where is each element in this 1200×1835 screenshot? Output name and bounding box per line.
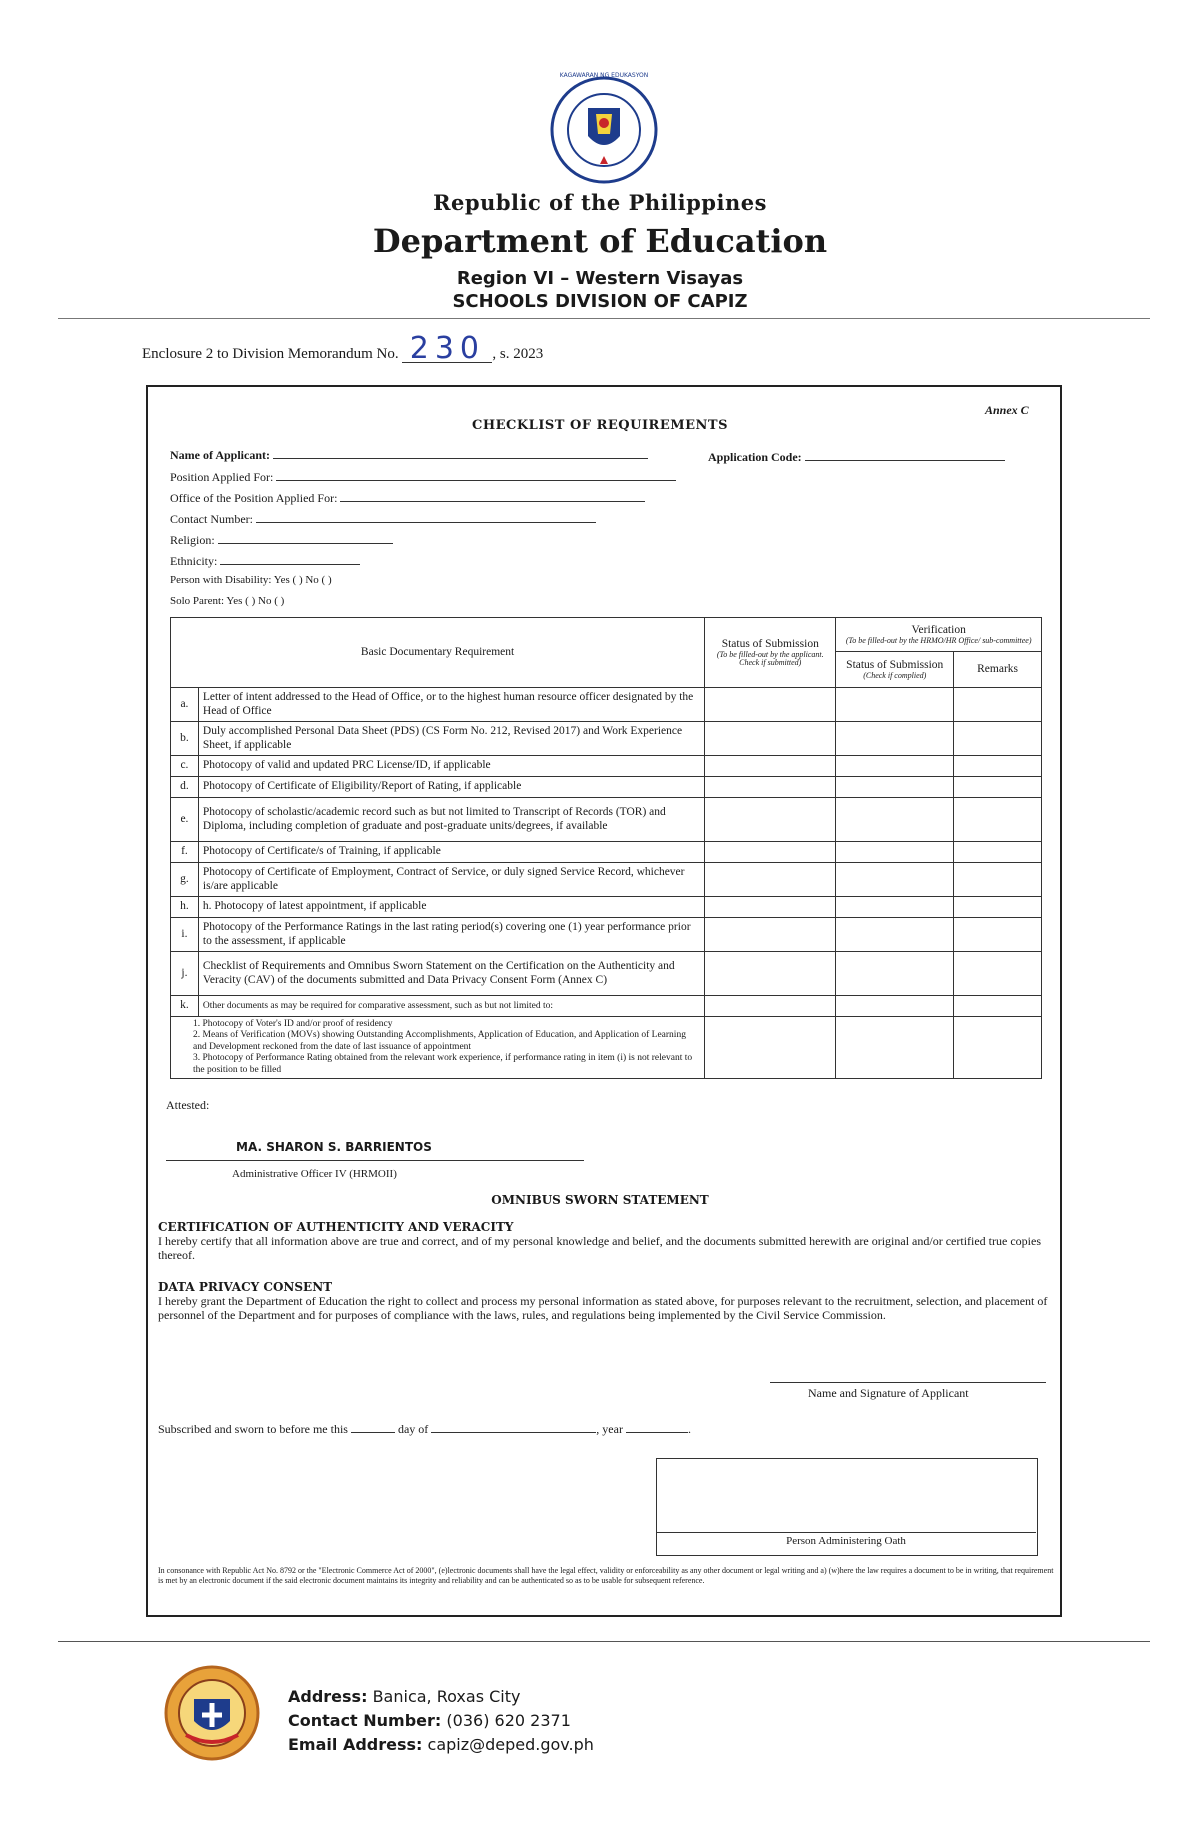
other-item-text: Photocopy of Performance Rating obtained from the relevant work experience, if performance rating in item (i) is not relevant to the position to be filled [193, 1053, 693, 1075]
region-title: Region VI – Western Visayas [456, 268, 744, 289]
sworn-day-line[interactable] [351, 1422, 395, 1433]
contact-label: Contact Number: [170, 512, 253, 526]
ethnicity-label: Ethnicity: [170, 554, 218, 568]
other-item-number: 3. [193, 1053, 201, 1064]
col-verif-status [836, 652, 954, 688]
deped-seal-logo [550, 76, 658, 184]
applicant-sign-label: Name and Signature of Applicant [808, 1386, 969, 1400]
row-text: Photocopy of Certificate of Eligibility/Report of Rating, if applicable [198, 777, 704, 798]
pwd-field[interactable]: Person with Disability: Yes ( ) No ( ) [170, 574, 332, 586]
table-row [171, 688, 1042, 722]
verif-cell[interactable] [836, 1017, 954, 1079]
sdo-capiz-logo [164, 1665, 260, 1761]
other-item-text: Means of Verification (MOVs) showing Outstanding Accomplishments, Application of Education, and Application of Learning and Development reckoned from the date of last issuance of appointment [193, 1030, 686, 1052]
table-row-others [171, 1017, 1042, 1079]
row-letter: j. [171, 952, 199, 996]
remarks-cell[interactable] [954, 952, 1042, 996]
verif-cell[interactable] [836, 798, 954, 842]
table-row [171, 952, 1042, 996]
footer-email [288, 1735, 594, 1754]
row-text: Duly accomplished Personal Data Sheet (PDS) (CS Form No. 212, Revised 2017) and Work Experience Sheet, if applicable [198, 722, 704, 756]
contact-field[interactable] [170, 511, 596, 527]
row-letter: b. [171, 722, 199, 756]
office-line [340, 490, 645, 502]
table-row [171, 863, 1042, 897]
row-text: Letter of intent addressed to the Head of Office, or to the highest human resource officer designated by the Head of Office [198, 688, 704, 722]
remarks-cell[interactable] [954, 842, 1042, 863]
remarks-cell[interactable] [954, 756, 1042, 777]
privacy-title: DATA PRIVACY CONSENT [158, 1280, 333, 1294]
contact-number-label: Contact Number: [288, 1711, 442, 1730]
status-cell[interactable] [705, 688, 836, 722]
other-item-number: 1. [193, 1019, 201, 1029]
sworn-year-line[interactable] [626, 1422, 688, 1433]
status-cell[interactable] [705, 756, 836, 777]
status-cell[interactable] [705, 777, 836, 798]
row-letter: h. [171, 897, 199, 918]
officer-sign-line [166, 1160, 584, 1161]
remarks-cell[interactable] [954, 777, 1042, 798]
status-cell[interactable] [705, 863, 836, 897]
privacy-section [158, 1280, 1054, 1323]
status-cell[interactable] [705, 897, 836, 918]
verif-cell[interactable] [836, 897, 954, 918]
name-field[interactable] [170, 447, 648, 463]
remarks-cell[interactable] [954, 918, 1042, 952]
verif-cell[interactable] [836, 688, 954, 722]
row-text: Photocopy of the Performance Ratings in the last rating period(s) covering one (1) year performance prior to the assessment, if applicable [198, 918, 704, 952]
remarks-cell[interactable] [954, 798, 1042, 842]
status-cell[interactable] [705, 842, 836, 863]
status-cell[interactable] [705, 798, 836, 842]
verif-cell[interactable] [836, 952, 954, 996]
contact-number-value: (036) 620 2371 [446, 1711, 571, 1730]
remarks-cell[interactable] [954, 863, 1042, 897]
col-verification-label: Verification [911, 623, 966, 636]
row-letter: e. [171, 798, 199, 842]
col-verif-status-note: (Check if complied) [863, 670, 927, 680]
address-value: Banica, Roxas City [372, 1687, 521, 1706]
footer-divider [58, 1641, 1150, 1642]
verif-cell[interactable] [836, 756, 954, 777]
sworn-line: Subscribed and sworn to before me this day of , year . [158, 1422, 691, 1436]
verif-cell[interactable] [836, 842, 954, 863]
position-field[interactable] [170, 469, 676, 485]
verif-cell[interactable] [836, 918, 954, 952]
division-title: SCHOOLS DIVISION OF CAPIZ [452, 291, 748, 312]
position-label: Position Applied For: [170, 470, 274, 484]
sworn-text-b: day of [397, 1422, 429, 1436]
header-divider [58, 318, 1150, 319]
religion-field[interactable] [170, 532, 393, 548]
table-row [171, 756, 1042, 777]
status-cell[interactable] [705, 722, 836, 756]
officer-name: MA. SHARON S. BARRIENTOS [236, 1140, 432, 1154]
omnibus-title: OMNIBUS SWORN STATEMENT [491, 1193, 709, 1207]
app-code-field[interactable] [708, 449, 1005, 465]
footer-contact [288, 1711, 571, 1730]
oath-line [656, 1532, 1036, 1533]
row-text: Photocopy of valid and updated PRC License/ID, if applicable [198, 756, 704, 777]
other-documents-list [171, 1017, 705, 1079]
table-row [171, 918, 1042, 952]
row-letter: g. [171, 863, 199, 897]
address-label: Address: [288, 1687, 368, 1706]
verif-cell[interactable] [836, 996, 954, 1017]
certification-title: CERTIFICATION OF AUTHENTICITY AND VERACITY [158, 1220, 514, 1234]
certification-section [158, 1220, 1054, 1263]
applicant-sign-line[interactable] [770, 1382, 1046, 1383]
table-row [171, 842, 1042, 863]
email-label: Email Address: [288, 1735, 423, 1754]
sworn-text-a: Subscribed and sworn to before me this [158, 1422, 348, 1436]
row-letter: i. [171, 918, 199, 952]
religion-label: Religion: [170, 533, 215, 547]
row-text: Checklist of Requirements and Omnibus Sworn Statement on the Certification on the Authenticity and Veracity (CAV) of the documents submitted and Data Privacy Consent Form (Annex C) [198, 952, 704, 996]
seal-text: KAGAWARAN NG EDUKASYON [559, 72, 649, 79]
department-title: Department of Education [372, 222, 828, 260]
remarks-cell[interactable] [954, 897, 1042, 918]
col-remarks: Remarks [954, 652, 1042, 688]
checklist-title: CHECKLIST OF REQUIREMENTS [472, 418, 728, 433]
row-text: Photocopy of Certificate of Employment, Contract of Service, or duly signed Service Record, whichever is/are applicable [198, 863, 704, 897]
office-label: Office of the Position Applied For: [170, 491, 338, 505]
table-row [171, 996, 1042, 1017]
oath-label: Person Administering Oath [786, 1535, 906, 1547]
requirements-table [170, 617, 1042, 1079]
row-text: Photocopy of Certificate/s of Training, if applicable [198, 842, 704, 863]
attested-label: Attested: [166, 1098, 210, 1112]
enclosure-line [142, 331, 544, 366]
privacy-text: I hereby grant the Department of Education the right to collect and process my personal information as stated above, for purposes relevant to the recruitment, selection, and placement of personnel of the Department and for purposes of compliance with the laws, rules, and regulations being implemented by the Civil Service Commission. [158, 1294, 1048, 1323]
status-cell[interactable] [705, 996, 836, 1017]
row-text: h. Photocopy of latest appointment, if applicable [198, 897, 704, 918]
officer-position: Administrative Officer IV (HRMOII) [232, 1168, 397, 1180]
ethnicity-line [220, 553, 360, 565]
row-letter: f. [171, 842, 199, 863]
republic-title: Republic of the Philippines [433, 190, 767, 215]
status-cell[interactable] [705, 918, 836, 952]
position-line [276, 469, 676, 481]
col-verification [836, 618, 1042, 652]
col-verif-status-label: Status of Submission [846, 658, 944, 671]
solo-parent-field[interactable]: Solo Parent: Yes ( ) No ( ) [170, 595, 285, 607]
other-item-text: Photocopy of Voter's ID and/or proof of residency [202, 1019, 393, 1029]
table-row [171, 897, 1042, 918]
verif-cell[interactable] [836, 863, 954, 897]
status-cell[interactable] [705, 952, 836, 996]
enclosure-suffix: , s. 2023 [492, 346, 544, 362]
table-row [171, 777, 1042, 798]
contact-line [256, 511, 596, 523]
religion-line [218, 532, 393, 544]
row-text: Photocopy of scholastic/academic record such as but not limited to Transcript of Records (TOR) and Diploma, including completion of graduate and post-graduate units/degrees, if available [198, 798, 704, 842]
remarks-cell[interactable] [954, 722, 1042, 756]
status-cell[interactable] [705, 1017, 836, 1079]
fine-print: In consonance with Republic Act No. 8792 or the "Electronic Commerce Act of 2000", (e)lectronic documents shall have the legal effect, validity or enforceability as any other document or legal writing and a) (w)here the law requires a document to be in writing, that requirement is met by an electronic document if the said electronic document maintains its integrity and reliability and can be authenticated so as to be usable for subsequent reference. [158, 1566, 1054, 1586]
remarks-cell[interactable] [954, 688, 1042, 722]
remarks-cell[interactable] [954, 1017, 1042, 1079]
verif-cell[interactable] [836, 777, 954, 798]
annex-label: Annex C [985, 403, 1029, 417]
enclosure-prefix: Enclosure 2 to Division Memorandum No. [142, 346, 399, 362]
app-code-line [805, 449, 1005, 461]
col-status [705, 618, 836, 688]
table-row [171, 722, 1042, 756]
sworn-text-c: , year [596, 1422, 623, 1436]
other-item [193, 1030, 698, 1053]
row-letter: c. [171, 756, 199, 777]
row-letter: a. [171, 688, 199, 722]
verif-cell[interactable] [836, 722, 954, 756]
other-item [193, 1019, 698, 1030]
sworn-month-line[interactable] [431, 1422, 596, 1433]
name-line [273, 447, 648, 459]
col-status-note: (To be filled-out by the applicant. Check if submitted) [716, 649, 824, 668]
col-status-label: Status of Submission [721, 637, 819, 650]
office-field[interactable] [170, 490, 645, 506]
name-label: Name of Applicant: [170, 448, 270, 462]
remarks-cell[interactable] [954, 996, 1042, 1017]
ethnicity-field[interactable] [170, 553, 360, 569]
email-value[interactable]: capiz@deped.gov.ph [427, 1735, 594, 1754]
table-row [171, 798, 1042, 842]
row-letter: d. [171, 777, 199, 798]
col-verification-note: (To be filled-out by the HRMO/HR Office/ sub-committee) [845, 635, 1032, 645]
memo-number: 230 [402, 336, 492, 363]
certification-text: I hereby certify that all information above are true and correct, and of my personal knowledge and belief, and the documents submitted herewith are original and/or certified true copies thereof. [158, 1234, 1041, 1263]
app-code-label: Application Code: [708, 450, 802, 464]
footer-address [288, 1687, 520, 1706]
other-item-number: 2. [193, 1030, 201, 1041]
other-item [193, 1053, 698, 1076]
row-text: Other documents as may be required for comparative assessment, such as but not limited to: [198, 996, 704, 1017]
col-requirement: Basic Documentary Requirement [171, 618, 705, 688]
row-letter: k. [171, 996, 199, 1017]
